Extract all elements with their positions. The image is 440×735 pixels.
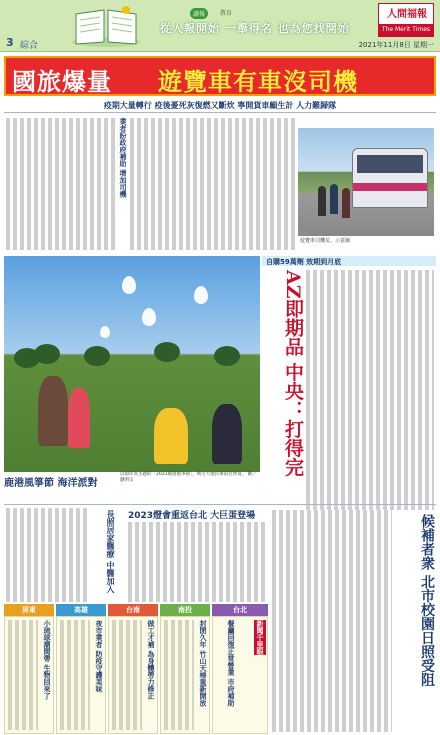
- slogan-tag: 讀報: [190, 8, 208, 19]
- lantern-article-title: 2023燈會重返台北 大巨蛋登場: [128, 511, 256, 521]
- bus-illustration: [352, 148, 428, 208]
- bus-window: [357, 155, 423, 173]
- region-text: [112, 620, 142, 730]
- region-text: [8, 620, 38, 730]
- masthead-title: 人間福報: [387, 9, 427, 20]
- region-text: [164, 620, 194, 730]
- region-label-nantou: 南投: [160, 604, 210, 616]
- masthead-logo: [378, 3, 434, 37]
- medical-article-title: 長照居家醫療 中醫加入: [106, 510, 115, 593]
- main-headline-banner: [4, 56, 436, 96]
- child-figure: [212, 404, 242, 464]
- tree: [154, 342, 180, 362]
- tree: [84, 346, 110, 366]
- person-figure: [342, 188, 350, 218]
- bus-stripe: [353, 183, 427, 191]
- book-illustration-icon: [70, 2, 142, 48]
- kite: [122, 276, 136, 294]
- kite: [142, 308, 156, 326]
- divider: [4, 112, 436, 113]
- person-figure: [330, 184, 338, 214]
- region-headline: 封閉久年 竹山天梯重新開放: [199, 620, 207, 707]
- region-text: [60, 620, 90, 730]
- slogan-sub: 教育: [220, 10, 233, 17]
- region-label-taipei: 台北: [212, 604, 268, 616]
- article-text-block: [272, 510, 392, 732]
- candidate-article-title: 候補者衆 北市校園日照受阻: [419, 514, 435, 687]
- kite-photo-caption: 以海洋為主題的「2021鹿港風箏節」，吸引大批民眾前往欣賞。 圖／劉明宗: [120, 472, 257, 483]
- region-headline: 小琉球潮間帶 生物回來了: [43, 620, 51, 700]
- article-text-block: [6, 508, 90, 602]
- kite-photo-title: 鹿港風箏節 海洋派對: [4, 478, 98, 489]
- section-number: 3: [6, 36, 14, 49]
- kite-festival-photo: [4, 256, 260, 472]
- masthead-english: The Merit Times: [379, 24, 433, 36]
- issue-date: 2021年11月8日 星期一: [358, 41, 434, 49]
- region-headline: 夜市業者 防疫守護美味: [95, 620, 103, 693]
- article-text-block: [128, 522, 268, 602]
- headline-part-b: 遊覽車有車沒司機: [158, 67, 358, 96]
- region-headline: 餐廳回復正常營業 市府補助: [227, 620, 235, 707]
- person-figure: [318, 186, 326, 216]
- bus-photo-caption: 遊覽車司機荒。示意圖: [300, 238, 351, 244]
- news-tag: 新聞千里眼: [256, 620, 264, 655]
- region-label-tainan: 台南: [108, 604, 158, 616]
- region-label-kaohsiung: 高雄: [56, 604, 106, 616]
- headline-subhead: 疫期大量轉行 疫後憂死灰復燃又斷炊 寧開貨車顧生計 人力難歸隊: [103, 101, 337, 110]
- child-figure: [154, 408, 188, 464]
- article-text-block: [130, 118, 296, 250]
- bus-article-vertical-head: 業者盼政府補助 增加司機: [119, 118, 127, 198]
- section-name: 綜合: [20, 41, 39, 51]
- tree: [34, 344, 60, 364]
- region-headline: 做工才補 為身體勞力修正: [147, 620, 155, 700]
- kite: [194, 286, 208, 304]
- az-article-label: 自購59萬劑 效期到月底: [266, 258, 342, 266]
- adult-figure: [38, 376, 68, 446]
- divider: [4, 504, 436, 505]
- headline-part-a: 國旅爆量: [12, 67, 112, 96]
- region-label-pingtung: 屏東: [4, 604, 54, 616]
- article-text-block: [306, 270, 434, 510]
- tree: [214, 346, 240, 366]
- kite: [100, 326, 110, 338]
- article-text-block: [6, 118, 116, 250]
- bus-photo: [298, 128, 434, 236]
- az-article-title: AZ即期品 中央：打得完: [282, 270, 304, 477]
- child-figure: [68, 388, 90, 448]
- slogan-text: 從人報開始 一舉得名 也為您找開始: [160, 22, 350, 35]
